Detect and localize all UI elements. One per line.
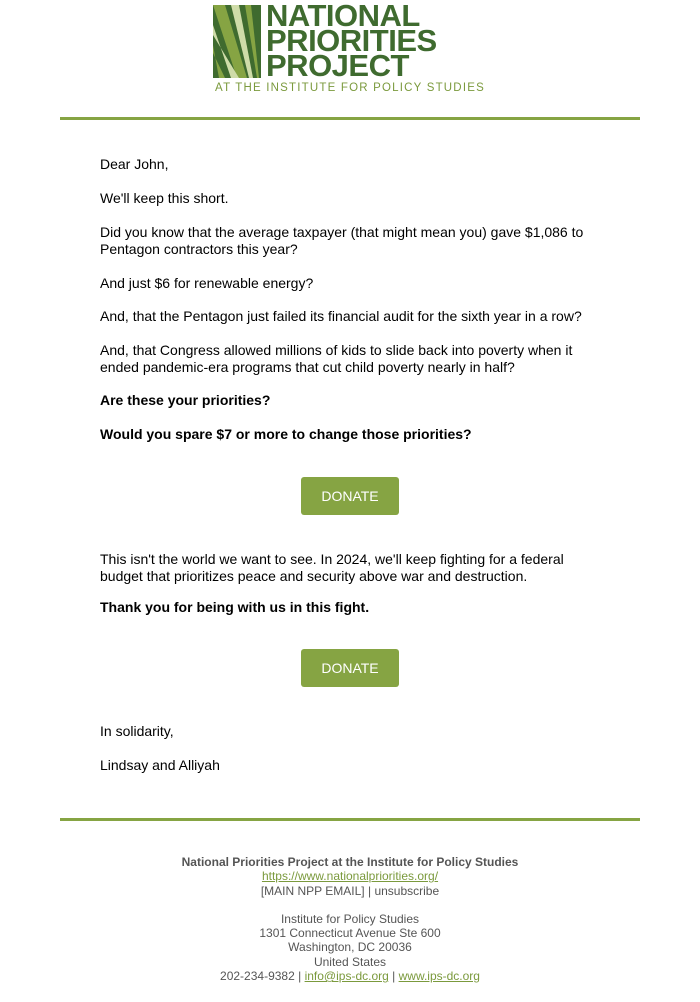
paragraph-5: And, that Congress allowed millions of kids to slide back into poverty when it ended pandemic-era programs that cut child poverty nearly in half?	[100, 342, 573, 375]
closing: In solidarity,	[100, 723, 174, 739]
footer-separator: |	[367, 883, 372, 898]
footer-email-line	[0, 884, 700, 898]
paragraph-3: And just $6 for renewable energy?	[100, 275, 314, 291]
top-divider	[60, 117, 640, 120]
sunburst-logo-icon	[213, 5, 261, 78]
paragraph-4: And, that the Pentagon just failed its financial audit for the sixth year in a row?	[100, 308, 582, 324]
paragraph-2: Did you know that the average taxpayer (that might mean you) gave $1,086 to Pentagon contractors this year?	[100, 224, 584, 257]
bottom-divider	[60, 818, 640, 821]
logo-wordmark	[266, 0, 437, 83]
footer-org-name: National Priorities Project at the Institute for Policy Studies	[181, 855, 519, 869]
footer-email-placeholder: [MAIN NPP EMAIL]	[260, 883, 365, 898]
donate-button-1[interactable]: DONATE	[301, 477, 399, 515]
logo-line-1: NATIONAL	[266, 0, 420, 33]
logo-subtitle: AT THE INSTITUTE FOR POLICY STUDIES	[215, 82, 485, 94]
greeting: Dear John,	[100, 156, 169, 172]
address-street: 1301 Connecticut Avenue Ste 600	[259, 926, 441, 941]
footer-phone: 202-234-9382	[220, 969, 295, 984]
thanks-line: Thank you for being with us in this fight.	[100, 599, 370, 615]
footer-site-link[interactable]: www.ips-dc.org	[398, 969, 480, 984]
email-header	[0, 0, 700, 118]
logo-line-2: PRIORITIES	[266, 23, 437, 58]
address-city: Washington, DC 20036	[288, 940, 412, 955]
footer-contact-line	[0, 969, 700, 983]
question-1: Are these your priorities?	[100, 392, 271, 408]
email-footer	[0, 855, 700, 983]
footer-separator-2: |	[298, 969, 302, 984]
unsubscribe-link[interactable]: unsubscribe	[374, 883, 440, 898]
donate-button-2[interactable]: DONATE	[301, 649, 399, 687]
address-country: United States	[313, 954, 387, 969]
paragraph-6: This isn't the world we want to see. In 2024, we'll keep fighting for a federal budget that prioritizes peace and security above war and destruction.	[100, 551, 564, 584]
paragraph-1: We'll keep this short.	[100, 190, 229, 206]
signature: Lindsay and Alliyah	[100, 757, 220, 773]
logo-line-3: PROJECT	[266, 48, 409, 83]
footer-website-link[interactable]: https://www.nationalpriorities.org/	[261, 869, 439, 884]
question-2: Would you spare $7 or more to change those priorities?	[100, 426, 472, 442]
address-name: Institute for Policy Studies	[280, 911, 420, 926]
footer-separator-3: |	[392, 969, 396, 984]
footer-email-link[interactable]: info@ips-dc.org	[304, 969, 389, 984]
